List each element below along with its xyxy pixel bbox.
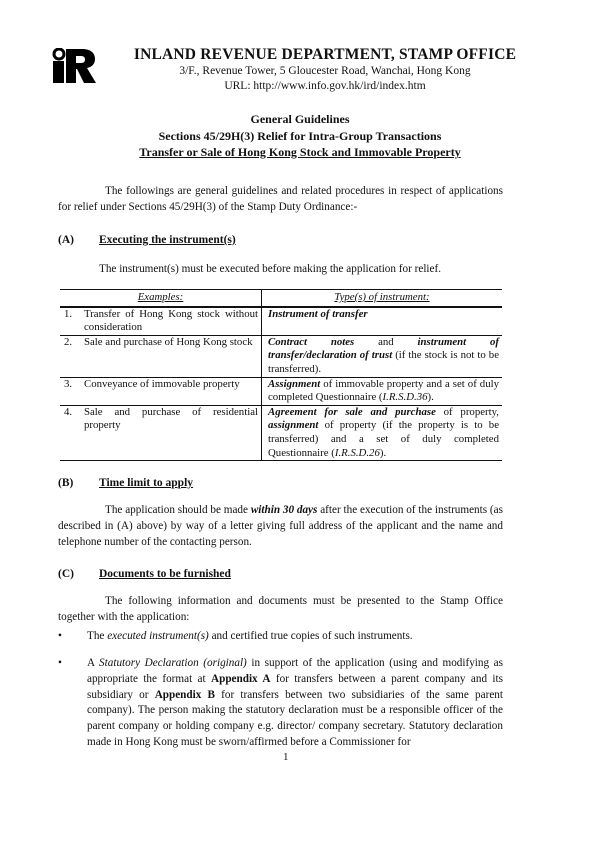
document-list-item bbox=[58, 656, 503, 751]
text-run: after the execution of the instruments (as described in (A) above) by way of a letter giving full address of the applicant and the name and telephone number of the contacting person. bbox=[58, 504, 503, 548]
section-b-title: Time limit to apply bbox=[99, 477, 194, 489]
text-run: I.R.S.D.36 bbox=[382, 391, 428, 404]
text-run: executed instrument(s) bbox=[107, 630, 209, 642]
text-run: Appendix B bbox=[154, 688, 215, 701]
section-b-text bbox=[58, 503, 503, 550]
instrument-type-cell bbox=[262, 405, 503, 460]
page-number: 1 bbox=[283, 751, 289, 763]
example-cell: Sale and purchase of Hong Kong stock bbox=[81, 335, 262, 377]
list-item-text bbox=[87, 656, 503, 751]
section-c-heading bbox=[58, 568, 231, 580]
text-run: within 30 days bbox=[250, 504, 318, 516]
instrument-type-cell bbox=[262, 307, 503, 336]
row-number: 1. bbox=[60, 307, 81, 336]
section-c-text: The following information and documents must be presented to the Stamp Office together with the application: bbox=[58, 595, 503, 623]
text-run: The bbox=[87, 630, 108, 642]
list-item-text bbox=[87, 629, 503, 645]
section-a-label: (A) bbox=[58, 234, 74, 246]
text-run: Statutory Declaration (original) bbox=[99, 657, 247, 669]
table-row bbox=[60, 335, 502, 377]
text-run: of immovable property and a set of duly completed Questionnaire ( bbox=[268, 377, 499, 404]
text-run: instrument of transfer/declaration of trust bbox=[268, 335, 499, 362]
text-run: I.R.S.D.26 bbox=[334, 446, 380, 459]
text-run: of property (if the property is to be transferred) and a set of duly completed Questionnaire ( bbox=[268, 419, 499, 459]
text-run: A bbox=[87, 657, 100, 669]
text-run: Contract notes bbox=[268, 335, 355, 348]
section-b-label: (B) bbox=[58, 477, 74, 489]
title-general-guidelines: General Guidelines bbox=[250, 112, 350, 126]
instrument-table bbox=[60, 289, 502, 461]
document-list-item bbox=[58, 629, 503, 645]
text-run: ). bbox=[379, 446, 387, 459]
text-run: The application should be made bbox=[105, 504, 251, 516]
letterhead bbox=[100, 46, 550, 94]
instrument-type-cell bbox=[262, 377, 503, 405]
section-b-heading bbox=[58, 477, 193, 489]
section-c-label: (C) bbox=[58, 568, 74, 580]
document-titles bbox=[60, 111, 540, 161]
text-run: and certified true copies of such instruments. bbox=[208, 630, 413, 642]
text-run: of property, bbox=[435, 405, 499, 418]
text-run: ). bbox=[427, 391, 434, 404]
example-cell: Transfer of Hong Kong stock without consideration bbox=[81, 307, 262, 336]
office-url: URL: http://www.info.gov.hk/ird/index.htm bbox=[224, 80, 426, 92]
table-row bbox=[60, 405, 502, 460]
bullet-icon: • bbox=[58, 657, 62, 669]
table-header-row bbox=[60, 290, 502, 307]
text-run: for transfers between two subsidiaries of the same parent company). The person making the statutory declaration must be a responsible officer of the parent company or holding company e.g. director/ company secretary. Statutory declaration made in Hong Kong must be sworn/affirmed before a Commissioner for bbox=[87, 688, 503, 748]
department-name: INLAND REVENUE DEPARTMENT, STAMP OFFICE bbox=[133, 46, 517, 63]
intro-paragraph: The followings are general guidelines and related procedures in respect of applications for relief under Sections 45/29H(3) of the Stamp Duty Ordinance:- bbox=[58, 185, 503, 213]
row-number: 2. bbox=[60, 335, 81, 377]
section-a-heading bbox=[58, 234, 236, 246]
bullet-icon: • bbox=[58, 630, 62, 642]
header-examples: Examples: bbox=[60, 290, 262, 307]
table-row bbox=[60, 307, 502, 336]
example-cell: Conveyance of immovable property bbox=[81, 377, 262, 405]
section-a-title: Executing the instrument(s) bbox=[99, 234, 236, 246]
section-a-text: The instrument(s) must be executed before making the application for relief. bbox=[99, 263, 442, 275]
row-number: 3. bbox=[60, 377, 81, 405]
text-run: Instrument of transfer bbox=[268, 307, 368, 320]
office-address: 3/F., Revenue Tower, 5 Gloucester Road, Wanchai, Hong Kong bbox=[179, 65, 471, 77]
table-row bbox=[60, 377, 502, 405]
example-cell: Sale and purchase of residential property bbox=[81, 405, 262, 460]
text-run: Appendix A bbox=[211, 672, 271, 685]
ird-logo-icon bbox=[52, 48, 96, 84]
title-sections: Sections 45/29H(3) Relief for Intra-Group Transactions bbox=[158, 128, 442, 143]
header-instrument-types: Type(s) of instrument: bbox=[262, 290, 503, 307]
text-run: and bbox=[354, 335, 418, 348]
title-subject: Transfer or Sale of Hong Kong Stock and Immovable Property bbox=[139, 145, 461, 159]
row-number: 4. bbox=[60, 405, 81, 460]
text-run: assignment bbox=[268, 419, 319, 432]
text-run: (if the stock is not to be transferred). bbox=[268, 349, 499, 375]
text-run: Assignment bbox=[268, 377, 321, 390]
text-run: Agreement for sale and purchase bbox=[268, 405, 436, 418]
section-c-title: Documents to be furnished bbox=[99, 568, 231, 580]
text-run: in support of the application (using and modifying as appropriate the format at bbox=[87, 657, 503, 685]
instrument-type-cell bbox=[262, 335, 503, 377]
text-run: for transfers between a parent company and its subsidiary or bbox=[87, 672, 503, 701]
